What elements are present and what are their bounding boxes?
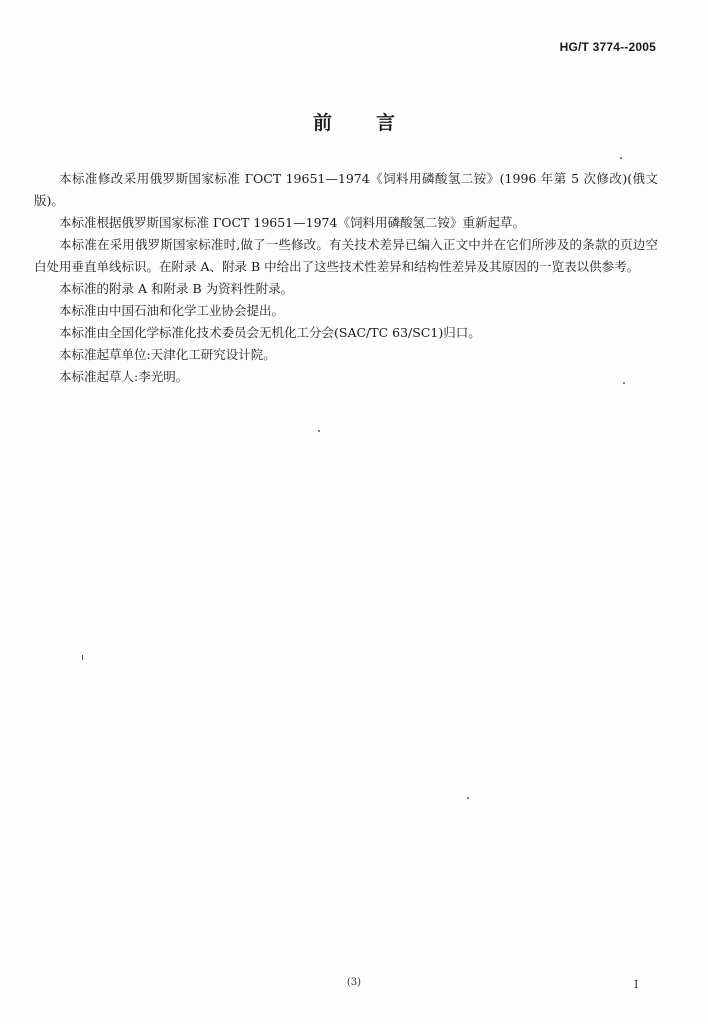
paragraph-committee: 本标准由全国化学标准化技术委员会无机化工分会(SAC/TC 63/SC1)归口。 <box>59 325 481 340</box>
corner-mark: I <box>634 978 639 991</box>
scan-speck <box>623 382 625 384</box>
page-title: 前言 <box>312 112 439 134</box>
paragraph-drafting-unit: 本标准起草单位:天津化工研究设计院。 <box>59 347 276 362</box>
standard-code: HG/T 3774--2005 <box>559 40 656 54</box>
scan-speck <box>318 430 320 432</box>
paragraph-annexes: 本标准的附录 A 和附录 B 为资料性附录。 <box>59 281 294 296</box>
paragraph-drafting-basis: 本标准根据俄罗斯国家标准 ГОСТ 19651—1974《饲料用磷酸氢二铵》重新起草。 <box>59 215 525 230</box>
page-number: (3) <box>346 977 362 988</box>
paragraph-adoption: 本标准修改采用俄罗斯国家标准 ГОСТ 19651—1974《饲料用磷酸氢二铵》(1996 年第 5 次修改)(俄文版)。 <box>34 171 658 208</box>
paragraph-proposer: 本标准由中国石油和化学工业协会提出。 <box>59 303 285 318</box>
paragraph-drafter: 本标准起草人:李光明。 <box>59 369 189 384</box>
scan-speck <box>82 655 83 660</box>
scan-speck <box>467 797 469 799</box>
paragraph-modifications: 本标准在采用俄罗斯国家标准时,做了一些修改。有关技术差异已编入正文中并在它们所涉及的条款的页边空白处用垂直单线标识。在附录 A、附录 B 中给出了这些技术性差异和结构性差异及其原因的一览表以供参考。 <box>34 237 658 274</box>
foreword-body <box>34 168 658 388</box>
scan-speck <box>620 157 622 159</box>
